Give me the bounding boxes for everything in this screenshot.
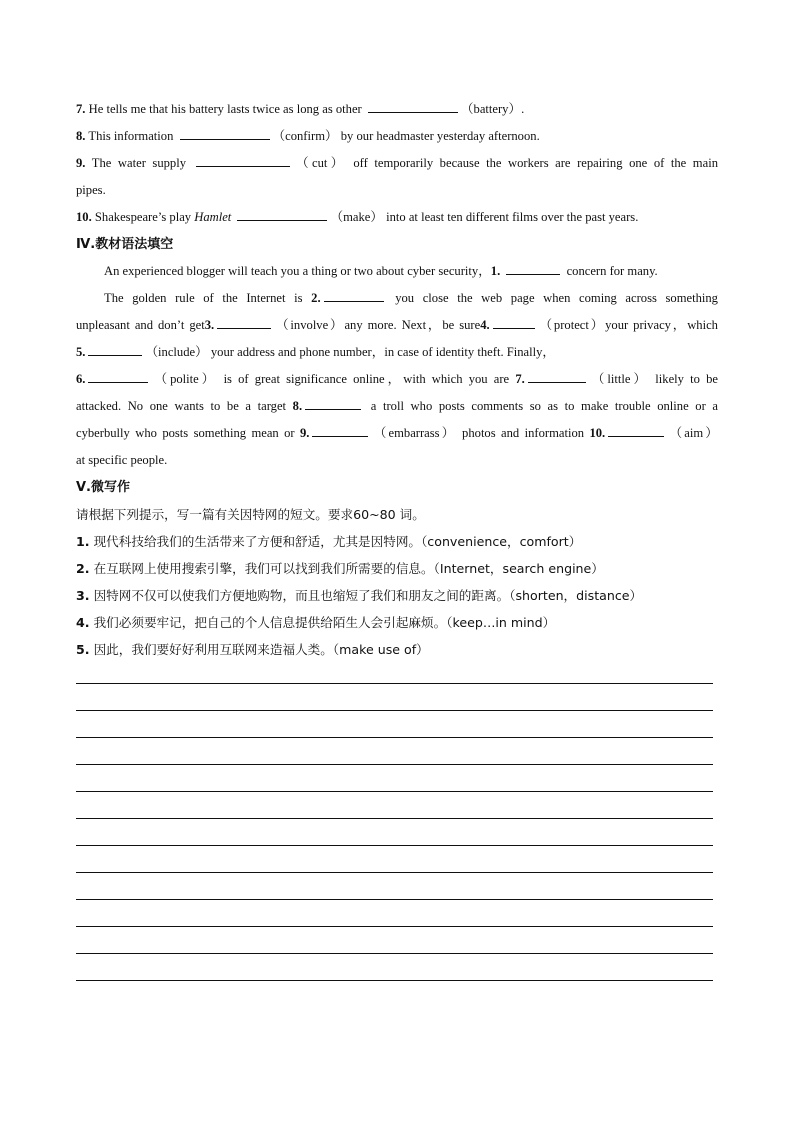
writing-prompt-1: [76, 528, 718, 555]
passage-text: you close the web page when coming across something: [395, 291, 718, 305]
passage-text: An experienced blogger will teach you a thing or two about cyber security，: [104, 264, 491, 278]
grammar-blank-2[interactable]: [324, 286, 384, 302]
passage-line-3: [76, 312, 718, 339]
hint: （embarrass）: [371, 426, 457, 440]
blank-number: 6.: [76, 372, 86, 386]
question-9: [76, 150, 718, 177]
question-text: This information: [88, 129, 174, 143]
grammar-blank-6[interactable]: [88, 367, 148, 383]
hint: （protect）: [537, 318, 606, 332]
grammar-blank-4[interactable]: [493, 313, 535, 329]
question-text: He tells me that his battery lasts twice as long as other: [88, 102, 362, 116]
writing-line[interactable]: [76, 683, 713, 684]
question-number: 7.: [76, 102, 86, 116]
passage-line-8: [76, 447, 718, 474]
passage-text: any more. Next，be sure: [344, 318, 481, 332]
grammar-blank-5[interactable]: [88, 340, 142, 356]
answer-blank-9[interactable]: [196, 151, 290, 167]
prompt-text: 因此，我们要好好利用互联网来造福人类。（make use of）: [93, 642, 429, 657]
passage-line-2: [76, 285, 718, 312]
passage-line-6: [76, 393, 718, 420]
passage-text: at specific people.: [76, 453, 168, 467]
prompt-number: 2.: [76, 561, 90, 576]
answer-blank-8[interactable]: [180, 124, 270, 140]
blank-number: 1.: [490, 264, 501, 278]
writing-prompt-4: [76, 609, 718, 636]
question-text: by our headmaster yesterday afternoon.: [340, 129, 540, 143]
answer-blank-7[interactable]: [368, 97, 458, 113]
passage-text: attacked. No one wants to be a target: [76, 399, 287, 413]
writing-line[interactable]: [76, 764, 713, 765]
writing-line[interactable]: [76, 737, 713, 738]
writing-line[interactable]: [76, 953, 713, 954]
writing-line[interactable]: [76, 926, 713, 927]
passage-line-5: [76, 366, 718, 393]
grammar-blank-8[interactable]: [305, 394, 361, 410]
grammar-blank-9[interactable]: [312, 421, 368, 437]
passage-text: a troll who posts comments so as to make trouble online or a: [370, 399, 718, 413]
section-4-heading: Ⅳ.教材语法填空: [76, 237, 174, 252]
grammar-blank-10[interactable]: [608, 421, 664, 437]
hint: （confirm）: [272, 129, 338, 143]
prompt-number: 5.: [76, 642, 90, 657]
blank-number: 5.: [76, 345, 86, 359]
passage-text: cyberbully who posts something mean or: [76, 426, 295, 440]
passage-line-4: [76, 339, 718, 366]
blank-number: 2.: [311, 291, 321, 305]
question-9-cont: [76, 177, 718, 204]
hint: （little）: [588, 372, 650, 386]
prompt-text: 因特网不仅可以使我们方便地购物，而且也缩短了我们和朋友之间的距离。（shorten，distance）: [93, 588, 643, 603]
passage-line-7: [76, 420, 718, 447]
section-5-heading: Ⅴ.微写作: [76, 480, 130, 495]
blank-number: 3.: [204, 318, 215, 332]
question-number: 9.: [76, 156, 86, 170]
question-number: 10.: [76, 210, 92, 224]
writing-prompt-2: [76, 555, 718, 582]
blank-number: 4.: [480, 318, 490, 332]
question-7: [76, 96, 718, 123]
question-8: [76, 123, 718, 150]
writing-line[interactable]: [76, 872, 713, 873]
writing-line[interactable]: [76, 899, 713, 900]
prompt-number: 1.: [76, 534, 90, 549]
writing-line[interactable]: [76, 980, 713, 981]
question-text: off temporarily because the workers are repairing one of the main: [353, 156, 718, 170]
hint: （aim）: [667, 426, 718, 440]
play-title: Hamlet: [194, 210, 232, 224]
writing-line[interactable]: [76, 710, 713, 711]
hint: （battery）: [460, 102, 522, 116]
question-text: Shakespeare’s play: [94, 210, 192, 224]
question-text: pipes.: [76, 183, 106, 197]
writing-line[interactable]: [76, 818, 713, 819]
hint: （involve）: [274, 318, 345, 332]
prompt-number: 4.: [76, 615, 90, 630]
question-10: [76, 204, 718, 231]
passage-text: photos and information: [462, 426, 585, 440]
blank-number: 9.: [300, 426, 310, 440]
prompt-text: 现代科技给我们的生活带来了方便和舒适，尤其是因特网。（convenience，comfort）: [93, 534, 582, 549]
writing-line[interactable]: [76, 791, 713, 792]
question-number: 8.: [76, 129, 86, 143]
passage-text: your privacy，which: [605, 318, 718, 332]
blank-number: 8.: [292, 399, 303, 413]
blank-number: 10.: [589, 426, 606, 440]
writing-prompt-3: [76, 582, 718, 609]
question-text: into at least ten different films over the past years.: [386, 210, 639, 224]
passage-text: likely to be: [655, 372, 718, 386]
prompt-text: 在互联网上使用搜索引擎，我们可以找到我们所需要的信息。（Internet，search engine）: [93, 561, 604, 576]
grammar-blank-1[interactable]: [506, 259, 560, 275]
writing-line[interactable]: [76, 845, 713, 846]
grammar-blank-3[interactable]: [217, 313, 271, 329]
prompt-text: 我们必须要牢记，把自己的个人信息提供给陌生人会引起麻烦。（keep…in mind）: [93, 615, 556, 630]
passage-text: unpleasant and don’t get: [76, 318, 205, 332]
hint: （polite）: [151, 372, 218, 386]
prompt-number: 3.: [76, 588, 90, 603]
passage-line-1: [76, 258, 718, 285]
passage-text: The golden rule of the Internet is: [104, 291, 303, 305]
blank-number: 7.: [515, 372, 525, 386]
writing-prompt-5: [76, 636, 718, 663]
passage-text: concern for many.: [566, 264, 658, 278]
passage-text: your address and phone number，in case of identity theft. Finally，: [210, 345, 556, 359]
hint: （include）: [145, 345, 208, 359]
question-text: The water supply: [91, 156, 187, 170]
grammar-blank-7[interactable]: [528, 367, 586, 383]
worksheet-page: [76, 96, 718, 663]
passage-text: is of great significance online，with which you are: [223, 372, 510, 386]
hint: （make）: [330, 210, 383, 224]
writing-instruction: 请根据下列提示，写一篇有关因特网的短文。要求60~80 词。: [76, 507, 425, 522]
question-end: .: [521, 102, 525, 116]
answer-blank-10[interactable]: [237, 205, 327, 221]
hint: （cut）: [292, 156, 347, 170]
